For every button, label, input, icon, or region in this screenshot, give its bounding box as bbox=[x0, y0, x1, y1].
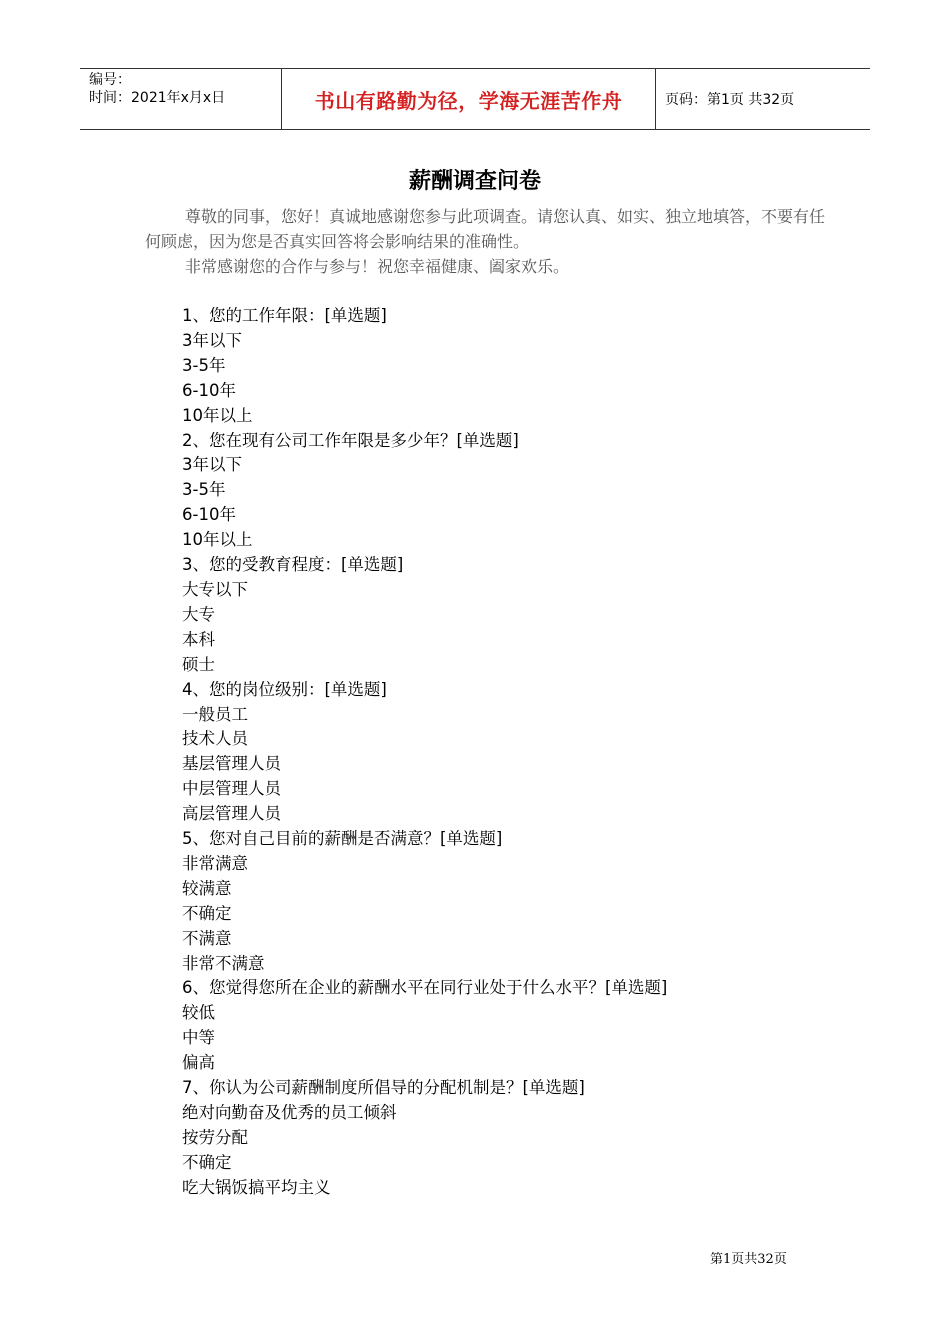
option: 6-10年 bbox=[182, 505, 236, 525]
header-left-cell bbox=[80, 69, 280, 129]
option: 本科 bbox=[182, 629, 215, 649]
header-page-info: 页码：第1页 共32页 bbox=[665, 92, 795, 108]
option: 中等 bbox=[182, 1028, 215, 1048]
document-number-label: 编号： bbox=[89, 72, 131, 88]
option: 高层管理人员 bbox=[182, 804, 281, 824]
page-header bbox=[80, 68, 870, 130]
option: 中层管理人员 bbox=[182, 779, 281, 799]
option: 不确定 bbox=[182, 1152, 232, 1172]
header-motto: 书山有路勤为径，学海无涯苦作舟 bbox=[314, 88, 623, 113]
question-title: 3、您的受教育程度：[单选题] bbox=[182, 555, 404, 575]
intro-paragraph-1: 尊敬的同事，您好！真诚地感谢您参与此项调查。请您认真、如实、独立地填答，不要有任何顾虑，因为您是否真实回答将会影响结果的准确性。 bbox=[145, 207, 826, 251]
header-page-cell bbox=[655, 69, 870, 129]
question-title: 5、您对自己目前的薪酬是否满意？[单选题] bbox=[182, 829, 503, 849]
document-date: 时间：2021年x月x日 bbox=[89, 90, 226, 106]
question-title: 6、您觉得您所在企业的薪酬水平在同行业处于什么水平？[单选题] bbox=[182, 978, 668, 998]
option: 非常不满意 bbox=[182, 953, 265, 973]
option: 一般员工 bbox=[182, 704, 248, 724]
option: 绝对向勤奋及优秀的员工倾斜 bbox=[182, 1103, 397, 1122]
option: 10年以上 bbox=[182, 530, 253, 550]
option: 较低 bbox=[182, 1003, 215, 1023]
option: 6-10年 bbox=[182, 380, 236, 400]
option: 按劳分配 bbox=[182, 1127, 248, 1147]
question-title: 2、您在现有公司工作年限是多少年？[单选题] bbox=[182, 430, 519, 450]
question-list bbox=[182, 304, 882, 1201]
question-title: 4、您的岗位级别：[单选题] bbox=[182, 679, 387, 699]
question-title: 7、你认为公司薪酬制度所倡导的分配机制是？[单选题] bbox=[182, 1078, 585, 1098]
option: 非常满意 bbox=[182, 853, 248, 873]
option: 基层管理人员 bbox=[182, 754, 281, 774]
question-title: 1、您的工作年限：[单选题] bbox=[182, 306, 387, 325]
option: 技术人员 bbox=[182, 729, 248, 749]
option: 3年以下 bbox=[182, 455, 242, 475]
option: 3年以下 bbox=[182, 330, 242, 350]
option: 大专 bbox=[182, 604, 215, 624]
option: 较满意 bbox=[182, 878, 232, 898]
option: 大专以下 bbox=[182, 579, 248, 599]
option: 硕士 bbox=[182, 654, 215, 674]
option: 吃大锅饭搞平均主义 bbox=[182, 1177, 331, 1197]
page-footer: 第1页共32页 bbox=[710, 1252, 787, 1267]
intro-paragraph-2: 非常感谢您的合作与参与！祝您幸福健康、阖家欢乐。 bbox=[185, 257, 570, 276]
option: 3-5年 bbox=[182, 480, 226, 500]
option: 不确定 bbox=[182, 903, 232, 923]
option: 3-5年 bbox=[182, 355, 226, 375]
header-motto-cell bbox=[281, 69, 656, 129]
option: 偏高 bbox=[182, 1053, 215, 1073]
option: 10年以上 bbox=[182, 405, 253, 425]
document-title: 薪酬调查问卷 bbox=[408, 168, 541, 194]
option: 不满意 bbox=[182, 928, 232, 948]
intro bbox=[145, 204, 825, 279]
